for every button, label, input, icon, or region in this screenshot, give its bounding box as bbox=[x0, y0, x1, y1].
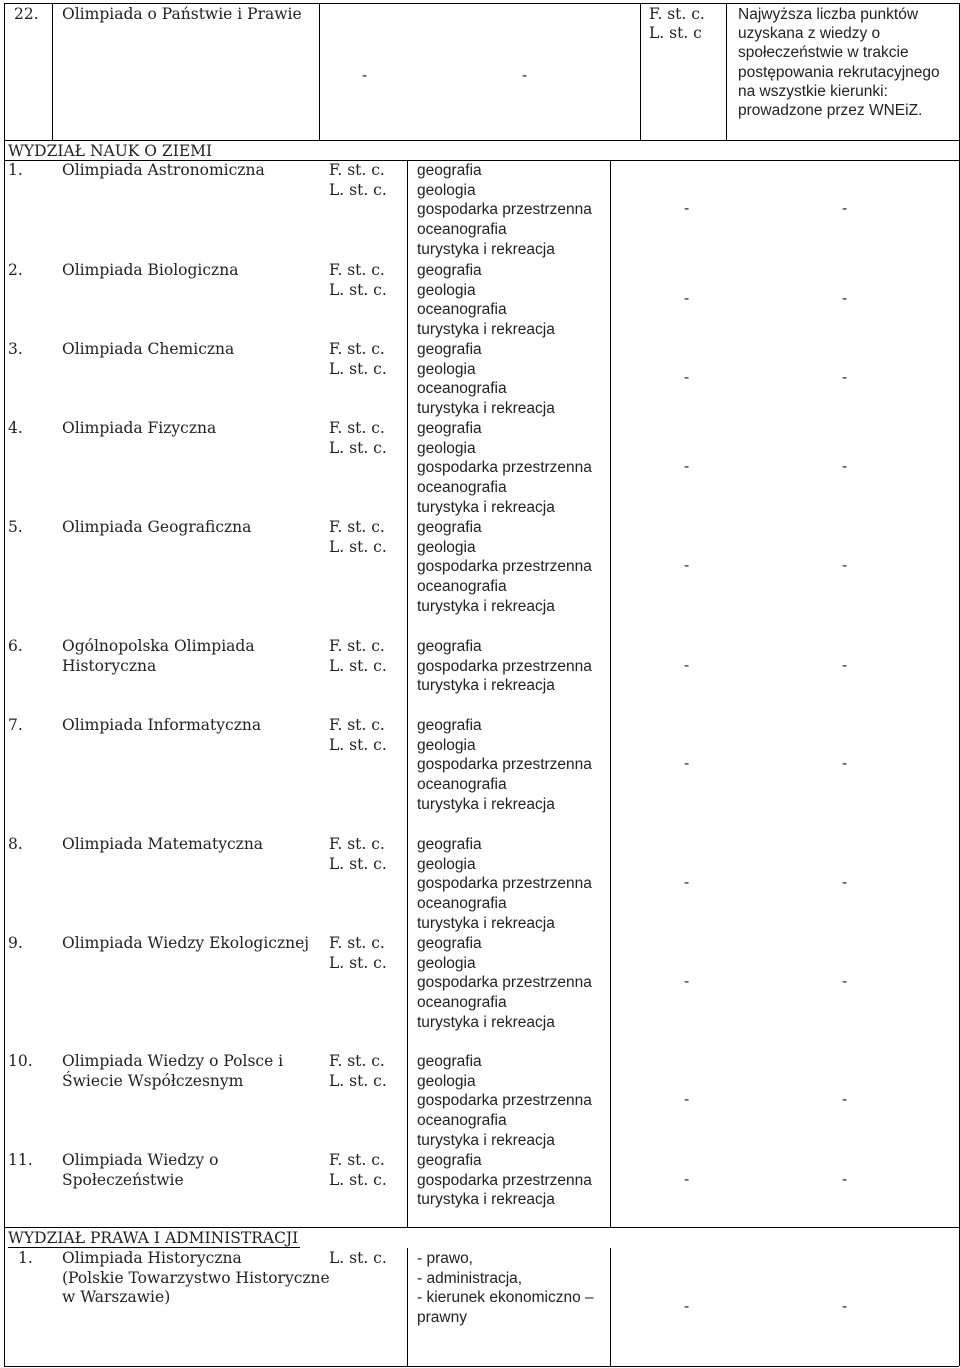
olympiad-name: Olimpiada Fizyczna bbox=[62, 419, 217, 437]
study-level: F. st. c. bbox=[649, 5, 705, 23]
field-of-study: geologia bbox=[417, 181, 476, 199]
study-level: L. st. c. bbox=[329, 537, 387, 556]
row-number: 9. bbox=[8, 934, 23, 952]
olympiad-name: (Polskie Towarzystwo Historyczne bbox=[62, 1268, 330, 1287]
field-of-study: gospodarka przestrzenna bbox=[417, 974, 592, 992]
dash-cell: - bbox=[684, 199, 690, 218]
olympiad-name: Historyczna bbox=[62, 656, 157, 675]
table-border bbox=[407, 1248, 408, 1366]
field-of-study: geologia bbox=[417, 439, 476, 457]
field-of-study: geografia bbox=[417, 935, 482, 952]
row-number: 6. bbox=[8, 637, 23, 655]
field-of-study: turystyka i rekreacja bbox=[417, 677, 555, 695]
field-of-study: turystyka i rekreacja bbox=[417, 914, 555, 932]
field-of-study: - administracja, bbox=[417, 1269, 523, 1287]
olympiad-name: Olimpiada Wiedzy Ekologicznej bbox=[62, 934, 310, 952]
field-of-study: - prawo, bbox=[417, 1250, 473, 1267]
dash-cell: - bbox=[842, 1090, 848, 1109]
study-level: L. st. c. bbox=[329, 359, 387, 378]
row-number: 5. bbox=[8, 518, 23, 536]
field-of-study: prawny bbox=[417, 1309, 467, 1327]
field-of-study: oceanografia bbox=[417, 1112, 507, 1130]
dash-cell: - bbox=[842, 368, 848, 387]
row-number: 22. bbox=[14, 5, 39, 23]
note-line: postępowania rekrutacyjnego bbox=[738, 63, 940, 81]
row-number: 2. bbox=[8, 261, 23, 279]
field-of-study: geologia bbox=[417, 855, 476, 873]
olympiad-name: Olimpiada Chemiczna bbox=[62, 340, 235, 358]
field-of-study: geologia bbox=[417, 538, 476, 556]
study-level: F. st. c. bbox=[329, 1052, 385, 1070]
field-of-study: gospodarka przestrzenna bbox=[417, 1092, 592, 1110]
table-border bbox=[4, 140, 5, 1366]
field-of-study: turystyka i rekreacja bbox=[417, 321, 555, 339]
dash-cell: - bbox=[842, 556, 848, 575]
field-of-study: turystyka i rekreacja bbox=[417, 240, 555, 258]
field-of-study: oceanografia bbox=[417, 578, 507, 596]
field-of-study: turystyka i rekreacja bbox=[417, 597, 555, 615]
olympiad-name: Ogólnopolska Olimpiada bbox=[62, 637, 255, 655]
field-of-study: oceanografia bbox=[417, 994, 507, 1012]
dash-cell: - bbox=[362, 66, 368, 84]
table-border bbox=[4, 160, 959, 161]
dash-cell: - bbox=[684, 368, 690, 387]
field-of-study: gospodarka przestrzenna bbox=[417, 201, 592, 219]
field-of-study: geografia bbox=[417, 1053, 482, 1070]
row-number: 1. bbox=[8, 161, 23, 179]
field-of-study: oceanografia bbox=[417, 301, 507, 319]
field-of-study: geologia bbox=[417, 281, 476, 299]
note-line: prowadzone przez WNEiZ. bbox=[738, 102, 923, 119]
study-level: L. st. c bbox=[649, 24, 702, 42]
field-of-study: geologia bbox=[417, 360, 476, 378]
olympiad-name: Olimpiada Geograficzna bbox=[62, 518, 252, 536]
field-of-study: turystyka i rekreacja bbox=[417, 400, 555, 418]
dash-cell: - bbox=[684, 1297, 690, 1315]
field-of-study: geografia bbox=[417, 341, 482, 358]
field-of-study: oceanografia bbox=[417, 776, 507, 794]
field-of-study: gospodarka przestrzenna bbox=[417, 459, 592, 477]
study-level: L. st. c. bbox=[329, 656, 387, 675]
note-line: uzyskana z wiedzy o bbox=[738, 25, 881, 43]
study-level: F. st. c. bbox=[329, 637, 385, 655]
dash-cell: - bbox=[684, 655, 690, 674]
field-of-study: gospodarka przestrzenna bbox=[417, 875, 592, 893]
row-number: 3. bbox=[8, 340, 23, 358]
field-of-study: oceanografia bbox=[417, 479, 507, 497]
olympiad-name: Olimpiada Biologiczna bbox=[62, 261, 239, 279]
note-line: na wszystkie kierunki: bbox=[738, 82, 888, 100]
study-level: F. st. c. bbox=[329, 835, 385, 853]
study-level: L. st. c. bbox=[329, 1071, 387, 1090]
study-level: F. st. c. bbox=[329, 934, 385, 952]
olympiad-name: Olimpiada Astronomiczna bbox=[62, 161, 265, 179]
field-of-study: geografia bbox=[417, 162, 482, 179]
olympiad-name: Olimpiada o Państwie i Prawie bbox=[62, 5, 302, 23]
row-number: 7. bbox=[8, 716, 23, 734]
field-of-study: turystyka i rekreacja bbox=[417, 498, 555, 516]
field-of-study: geografia bbox=[417, 519, 482, 536]
row-number: 8. bbox=[8, 835, 23, 853]
dash-cell: - bbox=[842, 199, 848, 218]
field-of-study: geologia bbox=[417, 954, 476, 972]
olympiad-name: Społeczeństwie bbox=[62, 1170, 184, 1189]
field-of-study: oceanografia bbox=[417, 221, 507, 239]
dash-cell: - bbox=[684, 289, 690, 308]
olympiad-name: Olimpiada Informatyczna bbox=[62, 716, 262, 734]
field-of-study: oceanografia bbox=[417, 380, 507, 398]
study-level: L. st. c. bbox=[329, 854, 387, 873]
study-level: F. st. c. bbox=[329, 340, 385, 358]
dash-cell: - bbox=[842, 655, 848, 674]
study-level: L. st. c. bbox=[329, 735, 387, 754]
dash-cell: - bbox=[684, 1169, 690, 1188]
field-of-study: geografia bbox=[417, 1152, 482, 1169]
table-border bbox=[726, 3, 727, 140]
table-border bbox=[4, 1227, 959, 1228]
study-level: F. st. c. bbox=[329, 261, 385, 279]
study-level: F. st. c. bbox=[329, 419, 385, 437]
table-border bbox=[4, 140, 959, 141]
study-level: L. st. c. bbox=[329, 953, 387, 972]
study-level: F. st. c. bbox=[329, 1151, 385, 1169]
table-border bbox=[640, 3, 641, 140]
dash-cell: - bbox=[684, 754, 690, 773]
table-border bbox=[4, 3, 959, 4]
field-of-study: geografia bbox=[417, 420, 482, 437]
dash-cell: - bbox=[684, 1090, 690, 1109]
olympiad-name: Olimpiada Wiedzy o Polsce i bbox=[62, 1052, 284, 1070]
row-number: 4. bbox=[8, 419, 23, 437]
field-of-study: turystyka i rekreacja bbox=[417, 1191, 555, 1209]
olympiad-name: w Warszawie) bbox=[62, 1288, 171, 1307]
dash-cell: - bbox=[684, 556, 690, 575]
table-border bbox=[610, 160, 611, 1227]
section-title-underline bbox=[8, 1247, 300, 1248]
table-border bbox=[610, 1248, 611, 1366]
field-of-study: - kierunek ekonomiczno – bbox=[417, 1289, 594, 1307]
study-level: L. st. c. bbox=[329, 280, 387, 299]
row-number: 11. bbox=[8, 1151, 33, 1169]
olympiad-name: Olimpiada Historyczna bbox=[62, 1249, 242, 1267]
olympiad-name: Świecie Współczesnym bbox=[62, 1071, 244, 1090]
row-number: 1. bbox=[18, 1249, 33, 1267]
olympiad-name: Olimpiada Matematyczna bbox=[62, 835, 264, 853]
dash-cell: - bbox=[842, 1169, 848, 1188]
row-number: 10. bbox=[8, 1052, 33, 1070]
study-level: F. st. c. bbox=[329, 518, 385, 536]
dash-cell: - bbox=[842, 289, 848, 308]
note-line: społeczeństwie w trakcie bbox=[738, 44, 909, 62]
study-level: L. st. c. bbox=[329, 1170, 387, 1189]
field-of-study: gospodarka przestrzenna bbox=[417, 657, 592, 675]
study-level: F. st. c. bbox=[329, 716, 385, 734]
study-level: L. st. c. bbox=[329, 1249, 387, 1267]
field-of-study: geografia bbox=[417, 638, 482, 655]
section-title: WYDZIAŁ NAUK O ZIEMI bbox=[8, 142, 213, 160]
table-border bbox=[52, 3, 53, 140]
note-line: Najwyższa liczba punktów bbox=[738, 6, 919, 23]
field-of-study: oceanografia bbox=[417, 895, 507, 913]
dash-cell: - bbox=[842, 1297, 848, 1315]
field-of-study: geografia bbox=[417, 836, 482, 853]
field-of-study: geografia bbox=[417, 717, 482, 734]
field-of-study: geologia bbox=[417, 1072, 476, 1090]
field-of-study: turystyka i rekreacja bbox=[417, 795, 555, 813]
study-level: F. st. c. bbox=[329, 161, 385, 179]
field-of-study: gospodarka przestrzenna bbox=[417, 558, 592, 576]
dash-cell: - bbox=[842, 873, 848, 892]
section-title: WYDZIAŁ PRAWA I ADMINISTRACJI bbox=[8, 1229, 299, 1247]
dash-cell: - bbox=[684, 457, 690, 476]
table-border bbox=[4, 3, 5, 140]
field-of-study: geologia bbox=[417, 736, 476, 754]
olympiad-name: Olimpiada Wiedzy o bbox=[62, 1151, 219, 1169]
dash-cell: - bbox=[842, 457, 848, 476]
study-level: L. st. c. bbox=[329, 180, 387, 199]
dash-cell: - bbox=[842, 972, 848, 991]
table-border bbox=[4, 1366, 959, 1367]
dash-cell: - bbox=[522, 66, 528, 84]
table-border bbox=[319, 3, 320, 140]
table-border bbox=[407, 160, 408, 1227]
field-of-study: turystyka i rekreacja bbox=[417, 1131, 555, 1149]
field-of-study: gospodarka przestrzenna bbox=[417, 1171, 592, 1189]
dash-cell: - bbox=[684, 873, 690, 892]
field-of-study: gospodarka przestrzenna bbox=[417, 756, 592, 774]
field-of-study: turystyka i rekreacja bbox=[417, 1013, 555, 1031]
dash-cell: - bbox=[842, 754, 848, 773]
field-of-study: geografia bbox=[417, 262, 482, 279]
dash-cell: - bbox=[684, 972, 690, 991]
study-level: L. st. c. bbox=[329, 438, 387, 457]
